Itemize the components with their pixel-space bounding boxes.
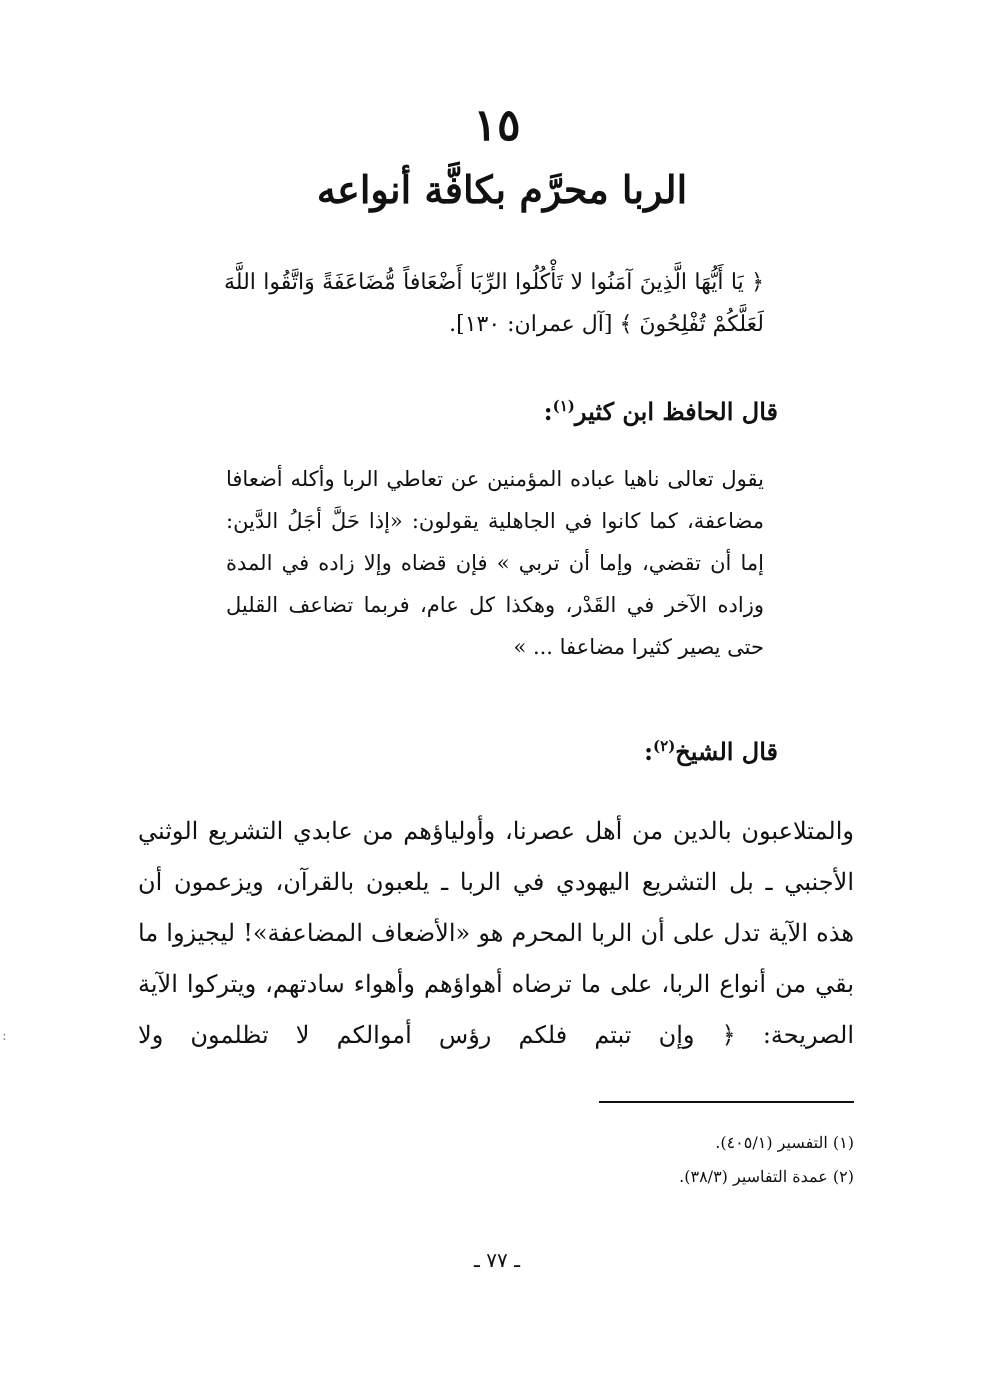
footnote-1: (١) التفسير (٤٠٥/١).: [715, 1133, 854, 1152]
heading-text: قال الشيخ: [675, 737, 778, 766]
heading-colon: :: [644, 737, 654, 766]
section-heading-shaykh: [644, 726, 778, 772]
quote-paragraph: يقول تعالى ناهيا عباده المؤمنين عن تعاطي الربا وأكله أضعافا مضاعفة، كما كانوا في الجاهلية يقولون: «إذا حَلَّ أجَلُ الدَّين: إما أن تقضي، وإما أن تربي » فإن قضاه وإلا زاده في المدة وزاده الآخر في القَدْر، وهكذا كل عام، فربما تضاعف القليل حتى يصير كثيرا مضاعفا ... »: [226, 467, 765, 659]
footnotes: [454, 1126, 854, 1194]
shaykh-paragraph: والمتلاعبون بالدين من أهل عصرنا، وأولياؤهم من عابدي التشريع الوثني الأجنبي ـ بل التشريع اليهودي في الربا ـ يلعبون بالقرآن، ويزعمون أن هذه الآية تدل على أن الربا المحرم هو «الأضعاف المضاعفة»! ليجيزوا ما بقي من أنواع الربا، على ما ترضاه أهواؤهم وأهواء سادتهم، ويتركوا الآية الصريحة: ﴿ وإن تبتم فلكم رؤس أموالكم لا تظلمون ولا: [138, 817, 855, 1049]
section-heading-ibn-kathir: [544, 386, 778, 432]
footnote-2: (٢) عمدة التفاسير (٣٨/٣).: [679, 1167, 854, 1186]
ibn-kathir-quote: [226, 458, 764, 668]
margin-mark: :: [2, 1028, 7, 1044]
quran-verse: ﴿ يَا أَيُّهَا الَّذِينَ آمَنُوا لا تَأْكُلُوا الرِّبَا أَضْعَافاً مُّضَاعَفَةً وَاتَّقُوا اللَّهَ لَعَلَّكُمْ تُفْلِحُونَ ﴾ [آل عمران: ١٣٠].: [224, 270, 764, 337]
chapter-title: الربا محرَّم بكافَّة أنواعه: [316, 167, 688, 212]
heading-colon: :: [543, 397, 553, 426]
footnote-ref-1: (١): [552, 397, 575, 415]
footnote-separator: [599, 1101, 854, 1103]
footnote-ref-2: (٢): [653, 737, 676, 755]
heading-text: قال الحافظ ابن كثير: [574, 397, 778, 426]
chapter-number: ١٥: [473, 100, 521, 151]
page-number: ـ ٧٧ ـ: [474, 1248, 520, 1272]
